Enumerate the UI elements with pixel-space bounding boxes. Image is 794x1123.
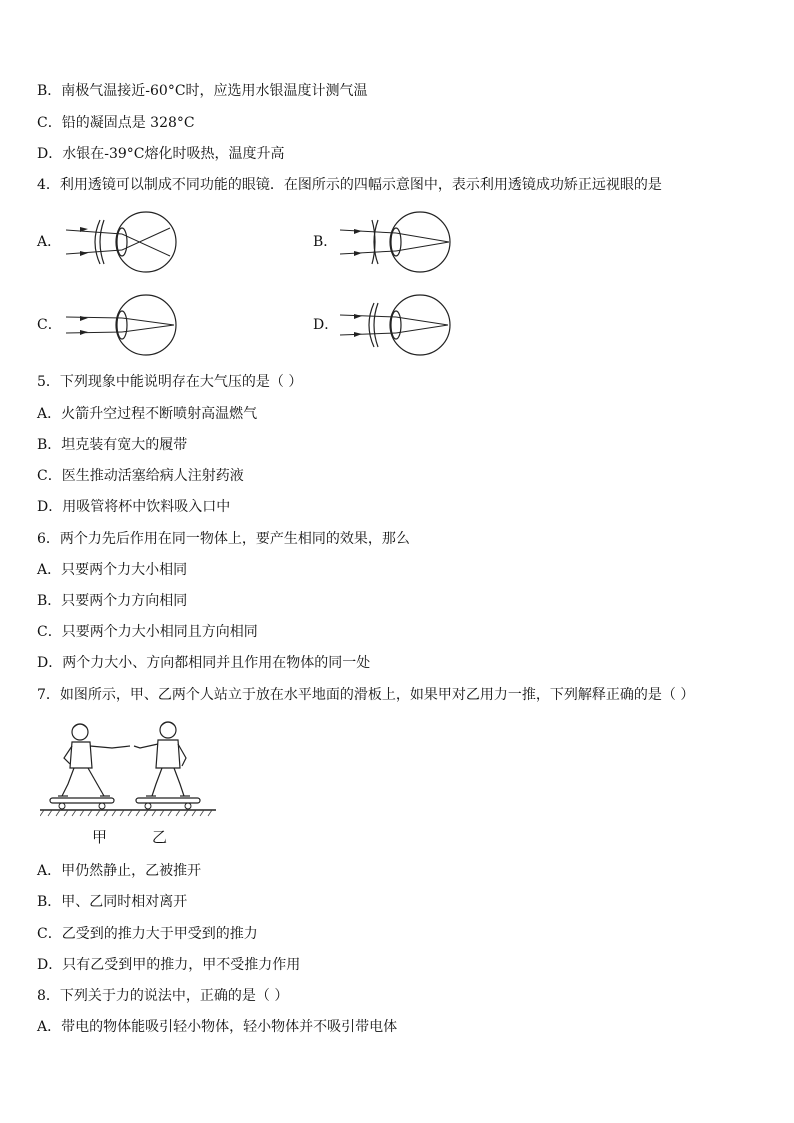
label-jia: 甲 [92, 828, 108, 846]
q5-option-a: A．火箭升空过程不断喷射高温燃气 [37, 406, 258, 422]
q3-option-b: B．南极气温接近-60°C时，应选用水银温度计测气温 [37, 83, 368, 99]
eye-diagram-b [340, 208, 460, 278]
q4-label-a: A． [37, 234, 62, 250]
q6-option-a: A．只要两个力大小相同 [37, 562, 188, 578]
q5-option-d: D．用吸管将杯中饮料吸入口中 [37, 499, 231, 515]
eye-diagram-a [66, 208, 186, 278]
q6-option-d: D．两个力大小、方向都相同并且作用在物体的同一处 [37, 655, 371, 671]
q6-option-c: C．只要两个力大小相同且方向相同 [37, 624, 258, 640]
q7-option-b: B．甲、乙同时相对离开 [37, 894, 188, 910]
eye-diagram-c [66, 291, 186, 361]
eye-diagram-d [340, 291, 460, 361]
q8-stem: 8．下列关于力的说法中，正确的是（ ） [37, 988, 289, 1004]
q7-option-a: A．甲仍然静止，乙被推开 [37, 863, 202, 879]
q3-option-c: C．铅的凝固点是 328°C [37, 115, 195, 131]
q4-label-c: C． [37, 317, 62, 333]
q6-option-b: B．只要两个力方向相同 [37, 593, 188, 609]
q7-option-c: C．乙受到的推力大于甲受到的推力 [37, 926, 258, 942]
skateboard-figure [40, 718, 220, 822]
q5-option-c: C．医生推动活塞给病人注射药液 [37, 468, 244, 484]
label-yi: 乙 [152, 828, 168, 846]
q8-option-a: A．带电的物体能吸引轻小物体，轻小物体并不吸引带电体 [37, 1019, 398, 1035]
q5-stem: 5．下列现象中能说明存在大气压的是（ ） [37, 374, 303, 390]
q4-label-d: D． [313, 317, 339, 333]
q6-stem: 6．两个力先后作用在同一物体上，要产生相同的效果，那么 [37, 531, 410, 547]
q5-option-b: B．坦克装有宽大的履带 [37, 437, 188, 453]
q4-stem: 4．利用透镜可以制成不同功能的眼镜．在图所示的四幅示意图中，表示利用透镜成功矫正远视眼的是 [37, 177, 662, 193]
q3-option-d: D．水银在-39°C熔化时吸热，温度升高 [37, 146, 285, 162]
q4-label-b: B． [313, 234, 338, 250]
q7-stem: 7．如图所示，甲、乙两个人站立于放在水平地面的滑板上，如果甲对乙用力一推，下列解释正确的是（ ） [37, 687, 695, 703]
q7-option-d: D．只有乙受到甲的推力，甲不受推力作用 [37, 957, 301, 973]
